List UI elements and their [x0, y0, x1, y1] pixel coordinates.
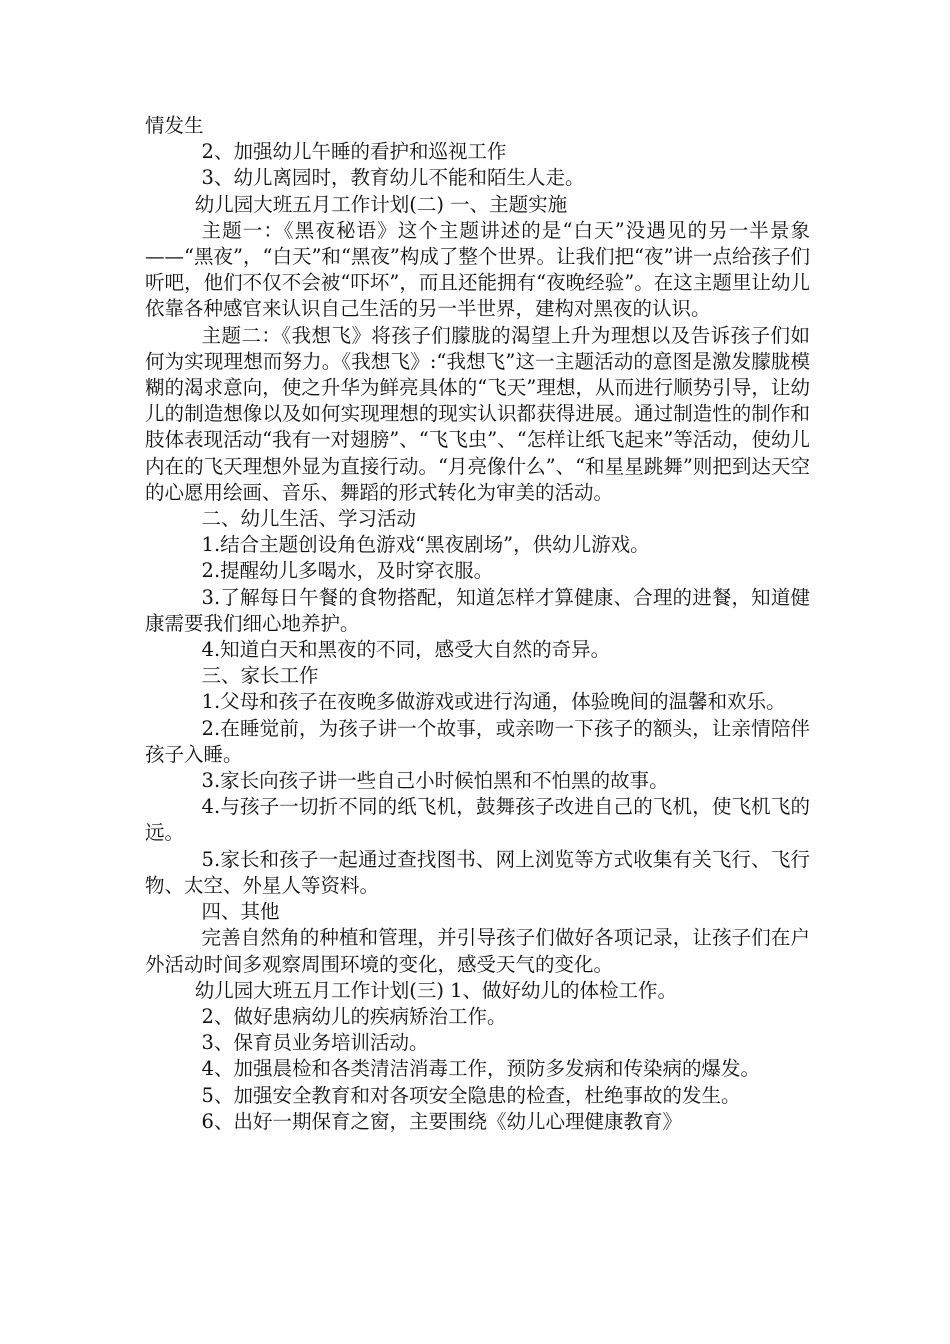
paragraph: 三、家长工作: [201, 664, 319, 688]
paragraph: 1.父母和孩子在夜晚多做游戏或进行沟通，体验晚间的温馨和欢乐。: [201, 690, 786, 714]
paragraph: 幼儿园大班五月工作计划(三) 1、做好幼儿的体检工作。: [194, 978, 678, 1002]
paragraph: 4.与孩子一切折不同的纸飞机，鼓舞孩子改进自己的飞机，使飞机飞的远。: [145, 795, 810, 845]
paragraph: 2.在睡觉前，为孩子讲一个故事，或亲吻一下孩子的额头，让亲情陪伴孩子入睡。: [145, 716, 810, 766]
paragraph: 3、幼儿离园时，教育幼儿不能和陌生人走。: [201, 166, 585, 190]
paragraph: 3.了解每日午餐的食物搭配，知道怎样才算健康、合理的进餐，知道健康需要我们细心地养护。: [145, 585, 810, 635]
paragraph: 1.结合主题创设角色游戏“黑夜剧场”，供幼儿游戏。: [201, 533, 650, 557]
paragraph: 4、加强晨检和各类清洁消毒工作，预防多发病和传染病的爆发。: [201, 1057, 760, 1081]
paragraph: 情发生: [145, 114, 204, 137]
paragraph: 6、出好一期保育之窗，主要围绕《幼儿心理健康教育》: [201, 1109, 682, 1133]
paragraph: 3.家长向孩子讲一些自己小时候怕黑和不怕黑的故事。: [201, 769, 669, 793]
paragraph: 2、做好患病幼儿的疾病矫治工作。: [201, 1004, 507, 1028]
paragraph: 四、其他: [201, 900, 280, 924]
document-body: [145, 113, 810, 1135]
paragraph: 主题二：《我想飞》将孩子们朦胧的渴望上升为理想以及告诉孩子们如何为实现理想而努力。《我想飞》:“我想飞”这一主题活动的意图是激发朦胧模糊的渴求意向，使之升华为鲜亮具体的“飞天”理想，从而进行顺势引导，让幼儿的制造想像以及如何实现理想的现实认识都获得进展。通过制造性的制作和肢体表现活动“我有一对翅膀”、“飞飞虫”、“怎样让纸飞起来”等活动，使幼儿内在的飞天理想外显为直接行动。“月亮像什么”、“和星星跳舞”则把到达天空的心愿用绘画、音乐、舞蹈的形式转化为审美的活动。: [145, 323, 810, 504]
paragraph: 5.家长和孩子一起通过查找图书、网上浏览等方式收集有关飞行、飞行物、太空、外星人等资料。: [145, 847, 810, 897]
paragraph: 幼儿园大班五月工作计划(二) 一、主题实施: [194, 192, 568, 216]
paragraph: 2.提醒幼儿多喝水，及时穿衣服。: [201, 559, 494, 583]
paragraph: 完善自然角的种植和管理，并引导孩子们做好各项记录，让孩子们在户外活动时间多观察周围环境的变化，感受天气的变化。: [145, 926, 810, 976]
paragraph: 4.知道白天和黑夜的不同，感受大自然的奇异。: [201, 638, 611, 662]
paragraph: 2、加强幼儿午睡的看护和巡视工作: [201, 140, 507, 164]
paragraph: 主题一：《黑夜秘语》这个主题讲述的是“白天”没遇见的另一半景象——“黑夜”，“白天”和“黑夜”构成了整个世界。让我们把“夜”讲一点给孩子们听吧，他们不仅不会被“吓坏”，而且还能拥有“夜晚经验”。在这主题里让幼儿依靠各种感官来认识自己生活的另一半世界，建构对黑夜的认识。: [145, 218, 810, 321]
paragraph: 二、幼儿生活、学习活动: [201, 507, 417, 531]
paragraph: 3、保育员业务培训活动。: [201, 1031, 429, 1055]
paragraph: 5、加强安全教育和对各项安全隐患的检查，杜绝事故的发生。: [201, 1083, 741, 1107]
